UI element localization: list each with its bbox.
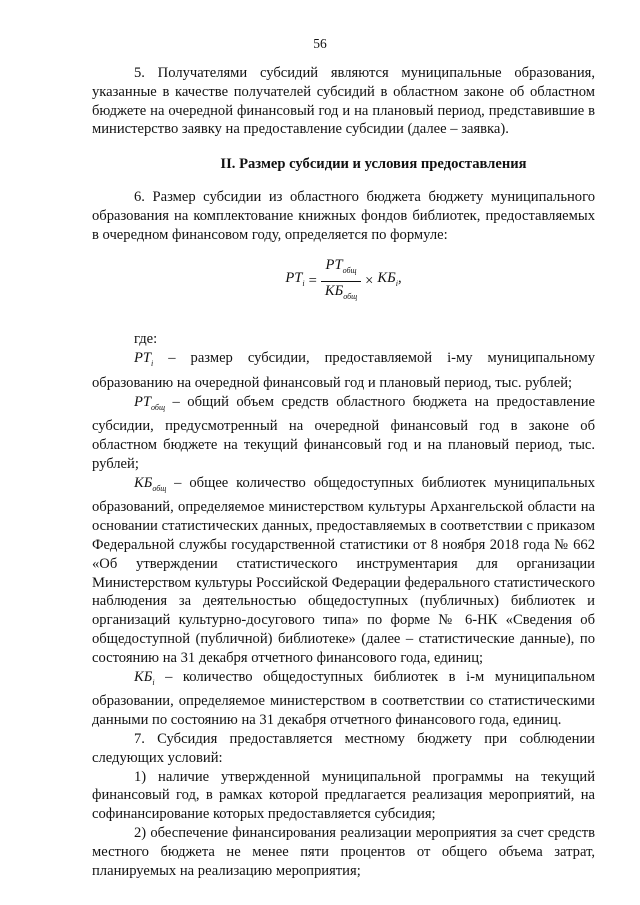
formula-numerator: PT: [325, 257, 343, 274]
formula-tail: ,: [397, 270, 402, 287]
formula-rhs-sub: i: [395, 279, 398, 289]
page-number: 56: [313, 36, 327, 51]
definition-2-sub: общ: [151, 402, 165, 412]
formula-rhs: КБ: [377, 270, 396, 287]
definition-2: [92, 393, 595, 474]
formula-numerator-sub: общ: [342, 266, 357, 276]
definition-4: [92, 668, 595, 730]
definition-3: [92, 474, 595, 668]
condition-2: 2) обеспечение финансирования реализации мероприятия за счет средств местного бюджета не менее пяти процентов от общего объема затрат, планируемых на реализацию мероприятия;: [92, 824, 595, 879]
definition-3-sub: общ: [152, 483, 167, 493]
paragraph-5: 5. Получателями субсидий являются муниципальные образования, указанные в качестве получателей субсидий в областном законе об областном бюджете на очередной финансовый год и на плановый период, представившие в министерство заявку на предоставление субсидии (далее – заявка).: [92, 65, 595, 138]
section-heading: II. Размер субсидии и условия предоставления: [220, 156, 527, 173]
formula-equals: =: [308, 273, 317, 290]
definition-1-sub: i: [151, 359, 154, 369]
definition-1-symbol: PT: [134, 350, 152, 367]
definition-4-sub: i: [152, 677, 155, 687]
condition-1: 1) наличие утвержденной муниципальной программы на текущий финансовый год, в рамках которой предлагается реализация мероприятий, на софинансирование которых предоставляется субсидия;: [92, 768, 595, 823]
definition-4-symbol: КБ: [134, 668, 153, 685]
document-body: [92, 64, 595, 880]
where-label: где:: [134, 331, 158, 348]
definition-1-text: – размер субсидии, предоставляемой i-му муниципальному образованию на очередной финансовый год и плановый период, тыс. рублей;: [92, 350, 595, 391]
formula-lhs: PT: [285, 270, 303, 287]
formula-fraction: [321, 256, 361, 306]
formula-denominator: КБ: [324, 283, 344, 300]
paragraph-7: 7. Субсидия предоставляется местному бюджету при соблюдении следующих условий:: [92, 730, 595, 766]
definition-2-text: – общий объем средств областного бюджета на предоставление субсидии, предусмотренный на очередной финансовый год в законе об областном бюджете на текущий финансовый год и на плановый период, тыс. рублей;: [92, 393, 595, 472]
definition-3-symbol: КБ: [134, 474, 153, 491]
definition-4-text: – количество общедоступных библиотек в i-м муниципальном образовании, определяемое министерством в соответствии со статистическими данными по состоянию на 31 декабря отчетного финансового года, единиц.: [92, 668, 595, 729]
paragraph-6: 6. Размер субсидии из областного бюджета бюджету муниципального образования на комплектование книжных фондов библиотек, предоставляемых в очередном финансовом году, определяется по формуле:: [92, 188, 595, 243]
formula-times: ×: [365, 273, 374, 290]
definition-3-text: – общее количество общедоступных библиотек муниципальных образований, определяемое министерством культуры Архангельской области на основании статистических данных, предоставляемых в соответствии с приказом Федеральной службы государственной статистики от 8 ноября 2018 года № 662 «Об утверждении статистического инструментария для организации Министерством культуры Российской Федерации федерального статистического наблюдения за деятельностью общедоступных (публичных) библиотек и организаций культурно-досугового типа» по форме № 6-НК «Сведения об общедоступной (публичной) библиотеке» (далее – статистические данные), по состоянию на 31 декабря отчетного финансового года, единиц;: [92, 474, 595, 666]
formula-denominator-sub: общ: [343, 291, 358, 301]
definition-2-symbol: PT: [134, 393, 152, 410]
definition-1: [92, 349, 595, 393]
formula-lhs-sub: i: [302, 279, 305, 289]
formula: [92, 256, 595, 314]
